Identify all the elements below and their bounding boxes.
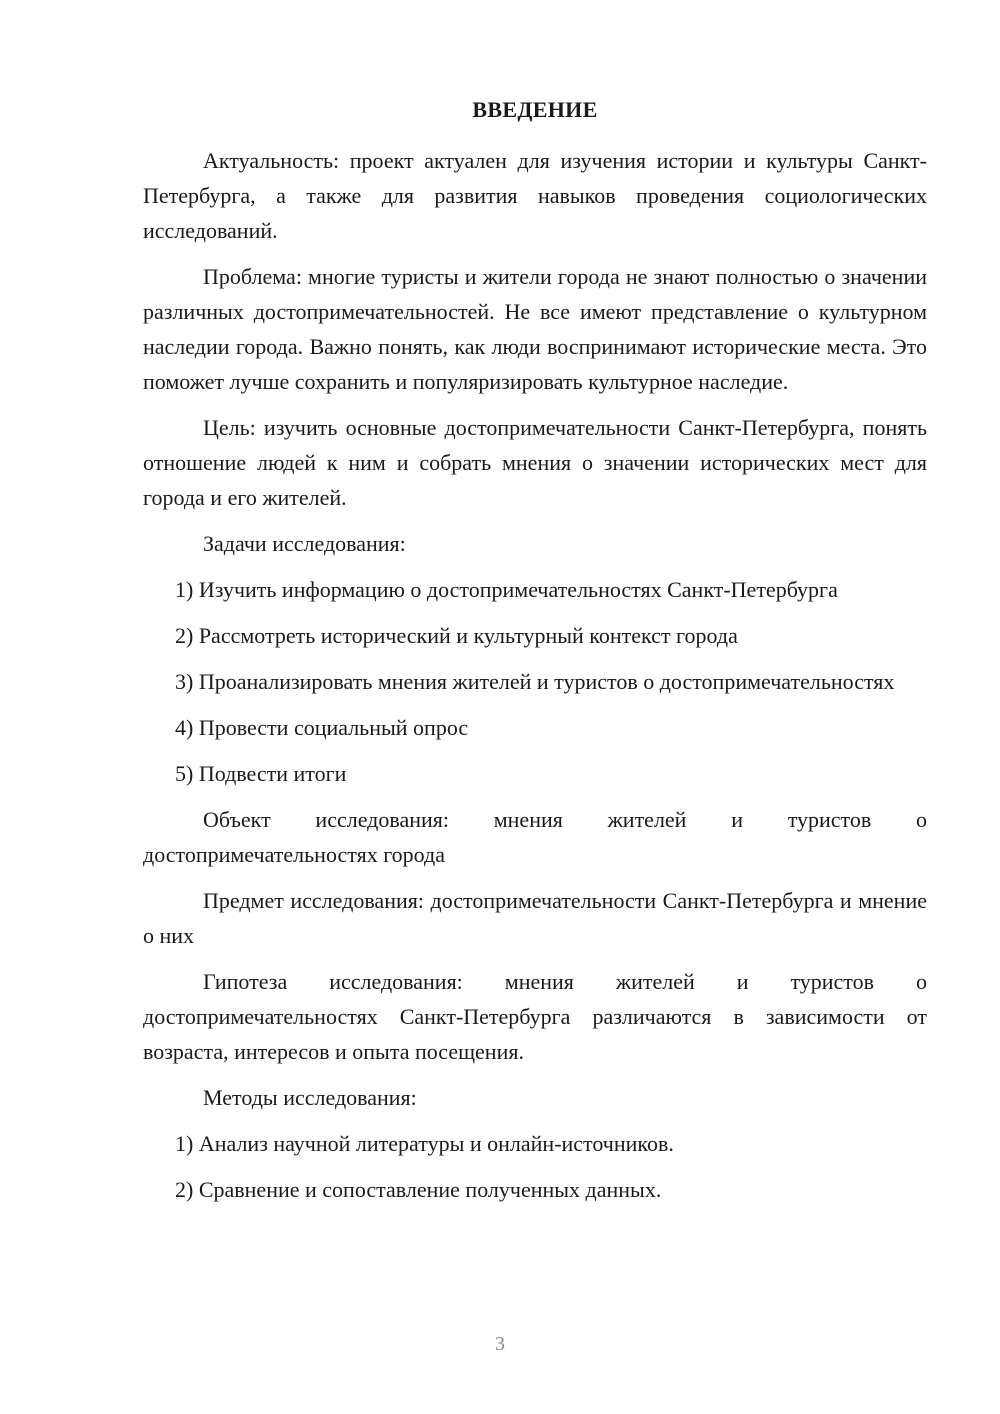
task-item-2: 2) Рассмотреть исторический и культурный контекст города <box>175 623 738 648</box>
methods-heading: Методы исследования: <box>203 1085 417 1110</box>
problem-paragraph: Проблема: многие туристы и жители города не знают полностью о значении различных достопримечательностей. Не все имеют представление о культурном наследии города. Важно понять, как люди воспринимают исторические места. Это поможет лучше сохранить и популяризировать культурное наследие. <box>143 264 927 394</box>
document-page <box>143 95 927 1218</box>
method-item-1: 1) Анализ научной литературы и онлайн-источников. <box>175 1131 674 1156</box>
relevance-paragraph: Актуальность: проект актуален для изучения истории и культуры Санкт-Петербурга, а также для развития навыков проведения социологических исследований. <box>143 148 927 243</box>
hypothesis-paragraph: Гипотеза исследования: мнения жителей и туристов о достопримечательностях Санкт-Петербурга различаются в зависимости от возраста, интересов и опыта посещения. <box>143 969 927 1064</box>
task-item-4: 4) Провести социальный опрос <box>175 715 469 740</box>
task-item-3: 3) Проанализировать мнения жителей и туристов о достопримечательностях <box>175 669 895 694</box>
page-title: ВВЕДЕНИЕ <box>472 97 598 122</box>
task-item-5: 5) Подвести итоги <box>175 761 347 786</box>
page-number: 3 <box>495 1333 505 1355</box>
method-item-2: 2) Сравнение и сопоставление полученных данных. <box>175 1177 662 1202</box>
task-item-1: 1) Изучить информацию о достопримечательностях Санкт-Петербурга <box>175 577 838 602</box>
tasks-heading: Задачи исследования: <box>203 531 406 556</box>
subject-paragraph: Предмет исследования: достопримечательности Санкт-Петербурга и мнение о них <box>143 888 927 948</box>
goal-paragraph: Цель: изучить основные достопримечательности Санкт-Петербурга, понять отношение людей к ним и собрать мнения о значении исторических мест для города и его жителей. <box>143 415 927 510</box>
object-paragraph: Объект исследования: мнения жителей и туристов о достопримечательностях города <box>143 807 927 867</box>
